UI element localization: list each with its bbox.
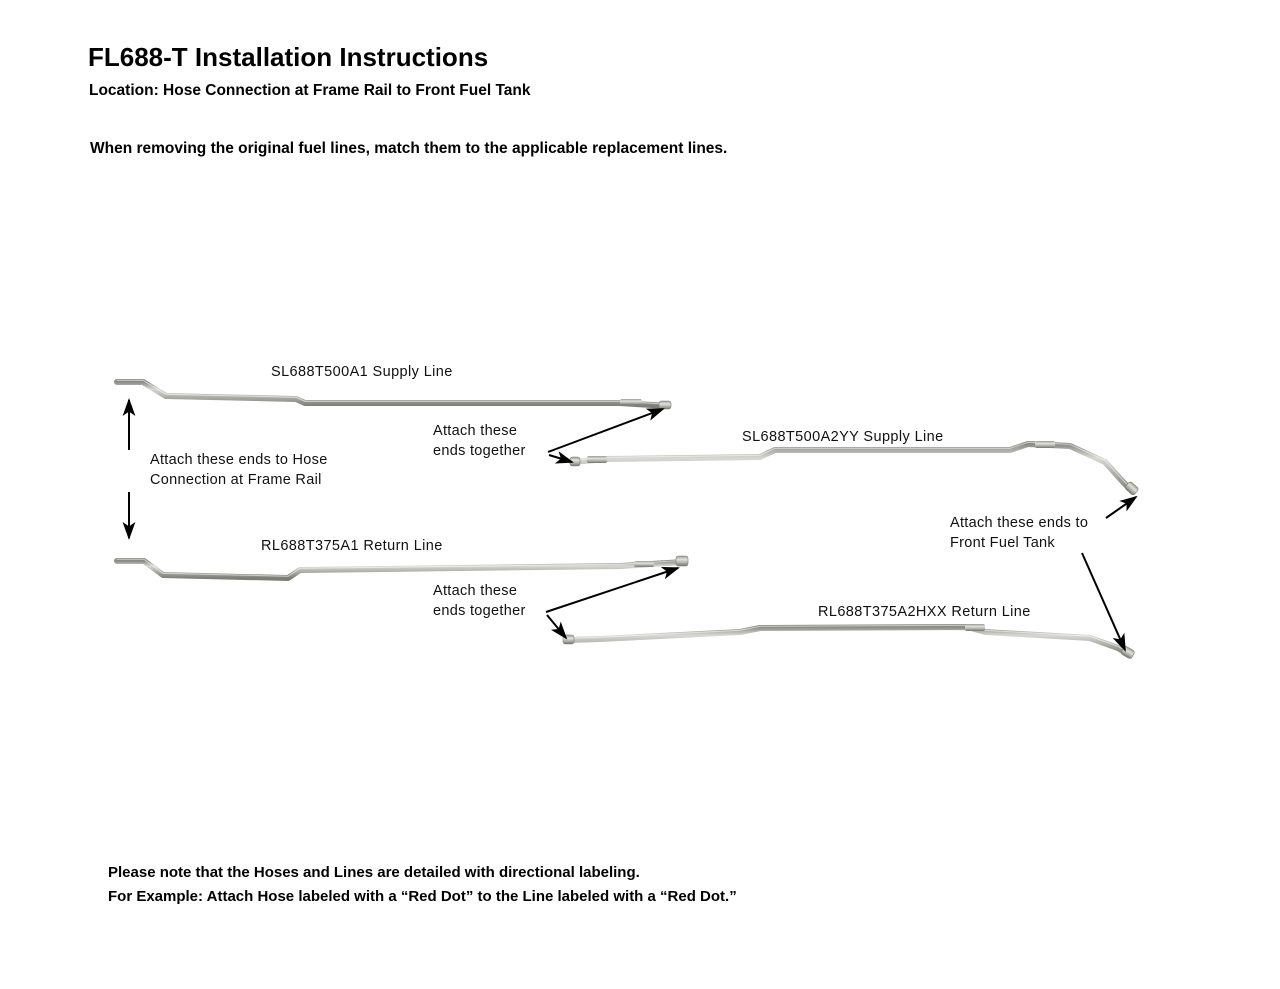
callout-frame-rail-line1: Attach these ends to Hose: [150, 452, 328, 468]
callout-ends-together-return-line1: Attach these: [433, 583, 518, 599]
callout-ends-together-return-line2: ends together: [433, 603, 526, 619]
callout-ends-together-supply-line2: ends together: [433, 443, 526, 459]
part-label-supply-line-a1: SL688T500A1 Supply Line: [271, 364, 453, 380]
callout-ends-together-supply: [433, 421, 526, 461]
page-subtitle: Location: Hose Connection at Frame Rail to Front Fuel Tank: [89, 82, 531, 99]
note-line-2: For Example: Attach Hose labeled with a “Red Dot” to the Line labeled with a “Red Dot.”: [108, 888, 737, 905]
callout-frame-rail: [150, 450, 328, 490]
tube-supply-line-a2yy: [570, 441, 1139, 496]
callout-ends-together-return: [433, 581, 526, 621]
callout-ends-together-supply-line1: Attach these: [433, 423, 518, 439]
callout-front-fuel-tank: [950, 513, 1088, 553]
leader-front-fuel-tank: [1082, 497, 1136, 650]
matching-instruction-text: When removing the original fuel lines, match them to the applicable replacement lines.: [90, 140, 728, 157]
leader-ends-together-return: [546, 568, 678, 638]
part-label-return-line-a2hxx: RL688T375A2HXX Return Line: [818, 604, 1031, 620]
callout-front-fuel-tank-line2: Front Fuel Tank: [950, 535, 1055, 551]
part-label-supply-line-a2yy: SL688T500A2YY Supply Line: [742, 429, 944, 445]
callout-frame-rail-line2: Connection at Frame Rail: [150, 472, 322, 488]
tube-return-line-a1: [117, 556, 688, 578]
tube-supply-line-a1: [117, 380, 671, 409]
note-line-1: Please note that the Hoses and Lines are detailed with directional labeling.: [108, 864, 640, 881]
tube-return-line-a2hxx: [563, 624, 1135, 659]
page-title: FL688-T Installation Instructions: [88, 42, 489, 72]
leader-ends-together-supply: [548, 409, 663, 462]
callout-front-fuel-tank-line1: Attach these ends to: [950, 515, 1089, 531]
part-label-return-line-a1: RL688T375A1 Return Line: [261, 538, 443, 554]
